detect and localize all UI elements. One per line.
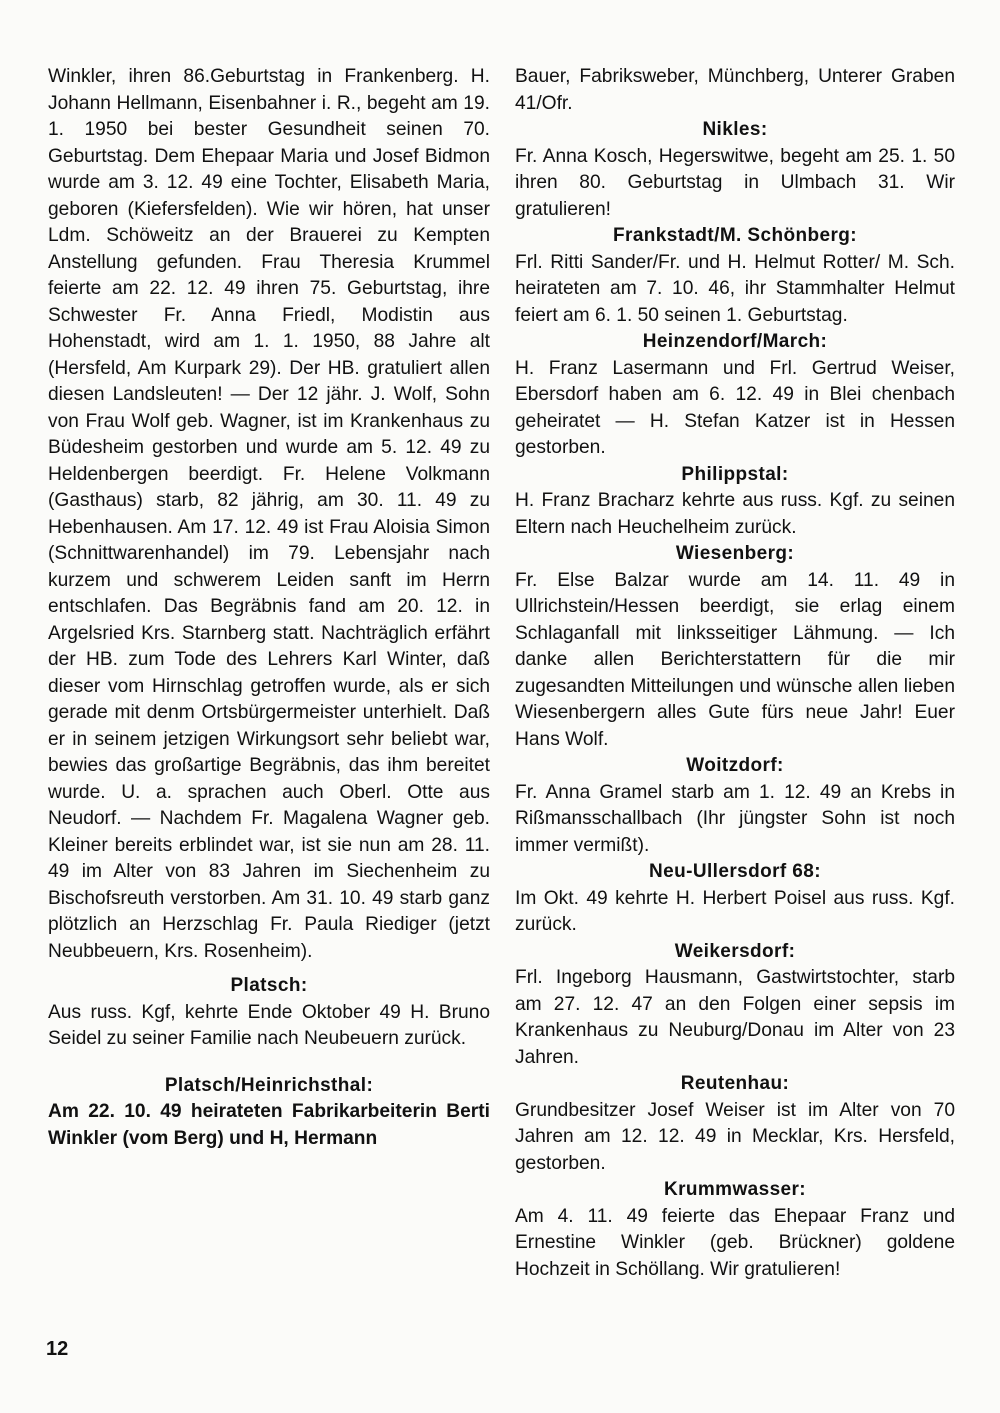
section-heading-platsch: Platsch: <box>230 975 308 996</box>
section-heading-heinrichsthal: Platsch/Heinrichsthal: <box>164 1074 374 1096</box>
article-paragraph: Winkler, ihren 86.Geburtstag in Frankenberg. H. Johann Hellmann, Eisenbahner i. R., begeht am 19. 1. 1950 bei bester Gesundheit seinen 70. Geburtstag. Dem Ehepaar Maria und Josef Bidmon wurde am 3. 12. 49 eine Tochter, Elisabeth Maria, geboren (Kiefersfelden). Wie wir hören, hat unser Ldm. Schöweitz an der Brauerei zu Kempten Anstellung gefunden. Frau Theresia Krummel feierte am 22. 12. 49 ihren 75. Geburtstag, ihre Schwester Fr. Anna Friedl, Modistin aus Hohenstadt, wird am 1. 1. 1950, 88 Jahre alt (Hersfeld, Am Kurpark 29). Der HB. gratuliert allen diesen Landsleuten! — Der 12 jähr. J. Wolf, Sohn von Frau Wolf geb. Wagner, ist im Krankenhaus zu Büdesheim gestorben und wurde am 5. 12. 49 zu Heldenbergen beerdigt. Fr. Helene Volkmann (Gasthaus) starb, 82 jährig, am 30. 11. 49 zu Hebenhausen. Am 17. 12. 49 ist Frau Aloisia Simon (Schnittwarenhandel) im 79. Lebensjahr nach kurzem und schwerem Leiden sanft im Herrn entschlafen. Das Begräbnis fand am 20. 12. in Argelsried Krs. Starnberg statt. Nachträglich erfährt der HB. zum Tode des Lehrers Karl Winter, daß dieser vom Hirnschlag getroffen wurde, als er sich gerade mit denm Ortsbürgermeister unterhielt. Daß er in seinem jetzigen Wirkungsort sehr beliebt war, bewies das großartige Begräbnis, das ihm bereitet wurde. U. a. sprachen auch Oberl. Otte aus Neudorf. — Nachdem Fr. Magalena Wagner geb. Kleiner bereits erblindet war, ist sie nun am 28. 11. 49 im Alter von 83 Jahren im Siechenheim zu Bischofsreuth verstorben. Am 31. 10. 49 starb ganz plötzlich an Herzschlag Fr. Paula Riediger (jetzt Neubbeuern, Krs. Rosenheim). <box>48 66 490 962</box>
article-paragraph-heinzendorf: H. Franz Lasermann und Frl. Gertrud Weiser, Ebersdorf haben am 6. 12. 49 in Blei chenbach geheiratet — H. Stefan Katzer ist in Hessen gestorben. <box>515 357 955 458</box>
section-heading-woitzdorf: Woitzdorf: <box>686 755 784 776</box>
section-heading-frankstadt: Frankstadt/M. Schönberg: <box>613 225 857 246</box>
left-column <box>48 64 490 1152</box>
article-paragraph-wiesenberg: Fr. Else Balzar wurde am 14. 11. 49 in Ullrichstein/Hessen beerdigt, sie erlag einem Schlaganfall mit linksseitiger Lähmung. — Ich danke allen Berichterstattern für die mir zugesandten Mitteilungen und wünsche allen lieben Wiesenbergern alles Gute fürs neue Jahr! Euer Hans Wolf. <box>515 569 955 750</box>
section-heading-weikersdorf: Weikersdorf: <box>674 940 796 962</box>
section-heading-neu-ullersdorf: Neu-Ullersdorf 68: <box>649 861 821 882</box>
section-heading-nikles: Nikles: <box>702 119 768 140</box>
article-paragraph-neu-ullersdorf: Im Okt. 49 kehrte H. Herbert Poisel aus russ. Kgf. zurück. <box>515 887 955 935</box>
section-heading-krummwasser: Krummwasser: <box>663 1179 807 1200</box>
article-paragraph-reutenhau: Grundbesitzer Josef Weiser ist im Alter von 70 Jahren am 12. 12. 49 in Mecklar, Krs. Hersfeld, gestorben. <box>515 1099 955 1174</box>
article-paragraph-woitzdorf: Fr. Anna Gramel starb am 1. 12. 49 an Krebs in Rißmansschallbach (Ihr jüngster Sohn ist noch immer vermißt). <box>515 781 955 856</box>
article-paragraph-frankstadt: Frl. Ritti Sander/Fr. und H. Helmut Rotter/ M. Sch. heirateten am 7. 10. 46, ihr Stammhalter Helmut feiert am 6. 1. 50 seinen 1. Geburtstag. <box>515 251 955 326</box>
section-heading-reutenhau: Reutenhau: <box>680 1073 790 1094</box>
section-heading-philippstal: Philippstal: <box>681 463 789 485</box>
article-paragraph-continued: Bauer, Fabriksweber, Münchberg, Unterer Graben 41/Ofr. <box>515 66 955 114</box>
article-paragraph-philippstal: H. Franz Bracharz kehrte aus russ. Kgf. zu seinen Eltern nach Heuchelheim zurück. <box>515 490 955 538</box>
right-column <box>515 64 955 1283</box>
section-heading-heinzendorf: Heinzendorf/March: <box>642 331 828 352</box>
section-heading-wiesenberg: Wiesenberg: <box>675 543 795 564</box>
article-paragraph-weikersdorf: Frl. Ingeborg Hausmann, Gastwirtstochter, starb am 27. 12. 47 an den Folgen einer sepsis im Krankenhaus zu Neuburg/Donau im Alter von 23 Jahren. <box>515 967 955 1068</box>
page-number: 12 <box>46 1338 69 1360</box>
article-paragraph-nikles: Fr. Anna Kosch, Hegerswitwe, begeht am 25. 1. 50 ihren 80. Geburtstag in Ulmbach 31. Wir gratulieren! <box>515 145 955 220</box>
article-paragraph-krummwasser: Am 4. 11. 49 feierte das Ehepaar Franz und Ernestine Winkler (geb. Brückner) goldene Hochzeit in Schöllang. Wir gratulieren! <box>515 1205 955 1280</box>
article-paragraph-heinrichsthal: Am 22. 10. 49 heirateten Fabrikarbeiterin Berti Winkler (vom Berg) und H, Hermann <box>48 1101 490 1149</box>
article-paragraph-platsch: Aus russ. Kgf, kehrte Ende Oktober 49 H. Bruno Seidel zu seiner Familie nach Neubeuern zurück. <box>48 1001 490 1049</box>
